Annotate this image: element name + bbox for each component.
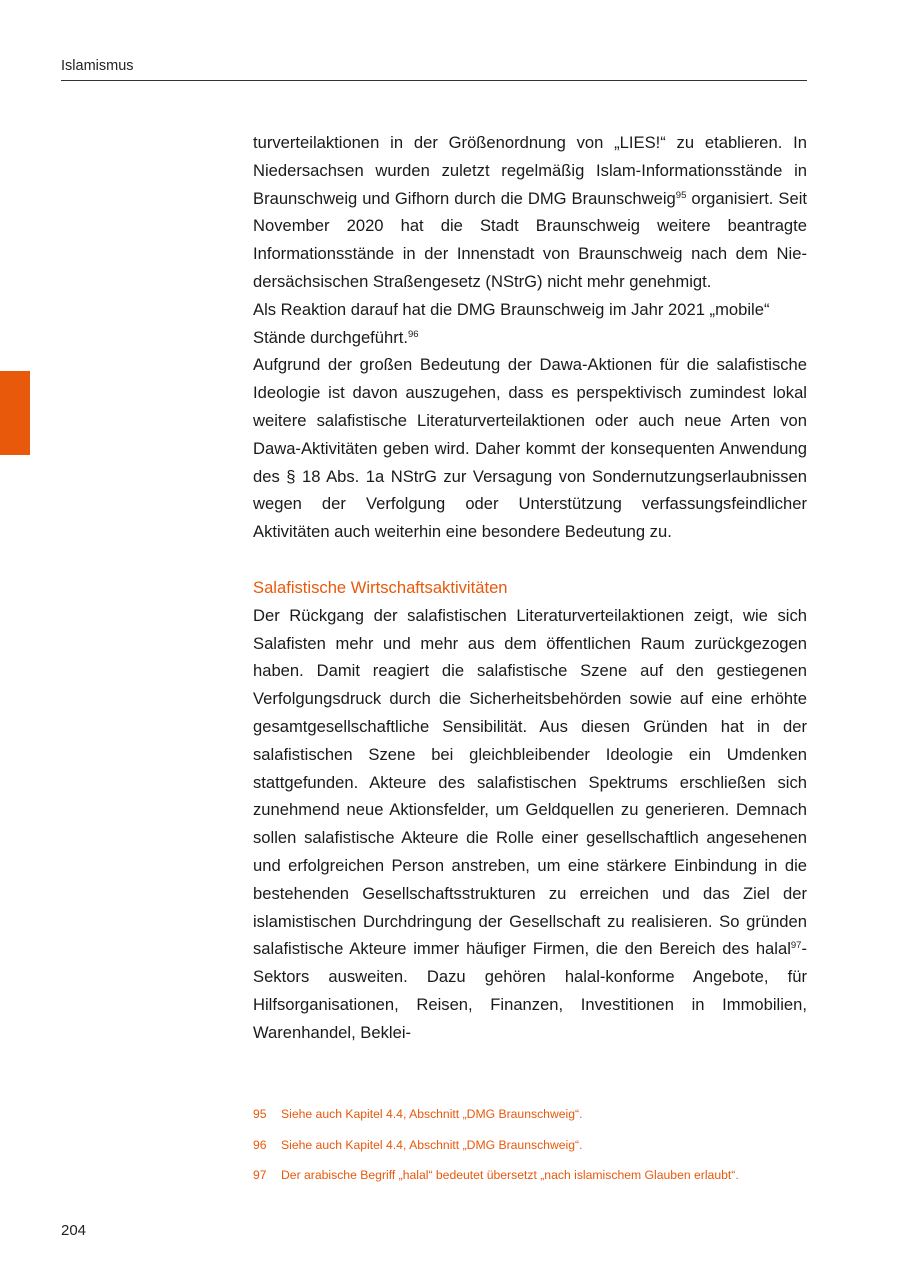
chapter-side-tab	[0, 371, 30, 455]
footnote-number: 97	[253, 1168, 267, 1182]
footnote-ref-97[interactable]: 97	[790, 940, 802, 952]
header-divider	[61, 80, 807, 81]
footnote-97	[253, 1163, 807, 1194]
main-text	[253, 129, 807, 1047]
footnote-number: 96	[253, 1137, 267, 1152]
footnote-ref-95[interactable]: 95	[675, 189, 687, 201]
section-heading: Salafistische Wirtschaftsaktivitäten	[253, 577, 508, 597]
page-number: 204	[61, 1222, 87, 1239]
paragraph-2-text: Als Reaktion darauf hat die DMG Braunschweig im Jahr 2021 „mobile“ Stände durchgeführt.	[253, 299, 770, 347]
paragraph-1-text-a: turverteilaktionen in der Größenordnung von „LIES!“ zu etablieren. In Niedersachsen wurden zuletzt regelmäßig Islam-Informationsstände in Braunschweig und Gifhorn durch die DMG Braunschweig	[253, 133, 807, 208]
footnote-95	[253, 1102, 807, 1133]
paragraph-4	[253, 602, 807, 1047]
footnote-ref-96[interactable]: 96	[407, 328, 419, 340]
footnote-number: 95	[253, 1107, 267, 1121]
paragraph-1	[253, 129, 807, 296]
footnotes	[253, 1102, 807, 1194]
paragraph-3: Aufgrund der großen Bedeutung der Dawa-Aktionen für die salafistische Ideologie ist davon auszugehen, dass es perspektivisch zumindest lokal weitere salafistische Literaturverteilaktionen oder auch neue Arten von Dawa-Aktivitäten geben wird. Daher kommt der konsequenten Anwendung des § 18 Abs. 1a NStrG zur Versagung von Sondernutzungserlaubnissen wegen der Verfolgung oder Unterstützung verfassungsfeindlicher Aktivitäten auch weiterhin eine besondere Bedeutung zu.	[253, 355, 807, 542]
paragraph-4-text-b: -Sektors ausweiten. Dazu gehören halal-konforme Angebote, für Hilfsorganisationen, Reisen, Finanzen, Investitionen in Immobilien, Warenhandel, Beklei-	[253, 939, 807, 1042]
footnote-text: Siehe auch Kapitel 4.4, Abschnitt „DMG Braunschweig“.	[281, 1137, 583, 1152]
footnote-96	[253, 1133, 807, 1164]
footnote-text: Der arabische Begriff „halal“ bedeutet übersetzt „nach islamischem Glauben erlaubt“.	[281, 1168, 739, 1182]
paragraph-1-text-b: organisiert. Seit November 2020 hat die Stadt Braunschweig weitere beantragte Informationsstände in der Innenstadt von Braunschweig nach dem Niedersächsischen Straßengesetz (NStrG) nicht mehr genehmigt.	[253, 188, 807, 291]
footnote-text: Siehe auch Kapitel 4.4, Abschnitt „DMG Braunschweig“.	[281, 1107, 583, 1121]
paragraph-4-text-a: Der Rückgang der salafistischen Literaturverteilaktionen zeigt, wie sich Salafisten mehr und mehr aus dem öffentlichen Raum zurückgezogen haben. Damit reagiert die salafistische Szene auf den gestiegenen Verfolgungsdruck durch die Sicherheitsbehörden sowie auf eine erhöhte gesamtgesellschaftliche Sensibilität. Aus diesen Gründen hat in der salafistischen Szene bei gleichbleibender Ideologie ein Umdenken stattgefunden. Akteure des salafistischen Spektrums erschließen sich zunehmend neue Aktionsfelder, um Geldquellen zu generieren. Demnach sollen salafistische Akteure die Rolle einer gesellschaftlich angesehenen und erfolgreichen Person anstreben, um eine stärkere Einbindung in die bestehenden Gesellschaftsstrukturen zu erreichen und das Ziel der islamistischen Durchdringung der Gesellschaft zu realisieren. So gründen salafistische Akteure immer häufiger Firmen, die den Bereich des halal	[253, 605, 807, 959]
running-header: Islamismus	[61, 58, 134, 74]
paragraph-2	[253, 296, 807, 352]
